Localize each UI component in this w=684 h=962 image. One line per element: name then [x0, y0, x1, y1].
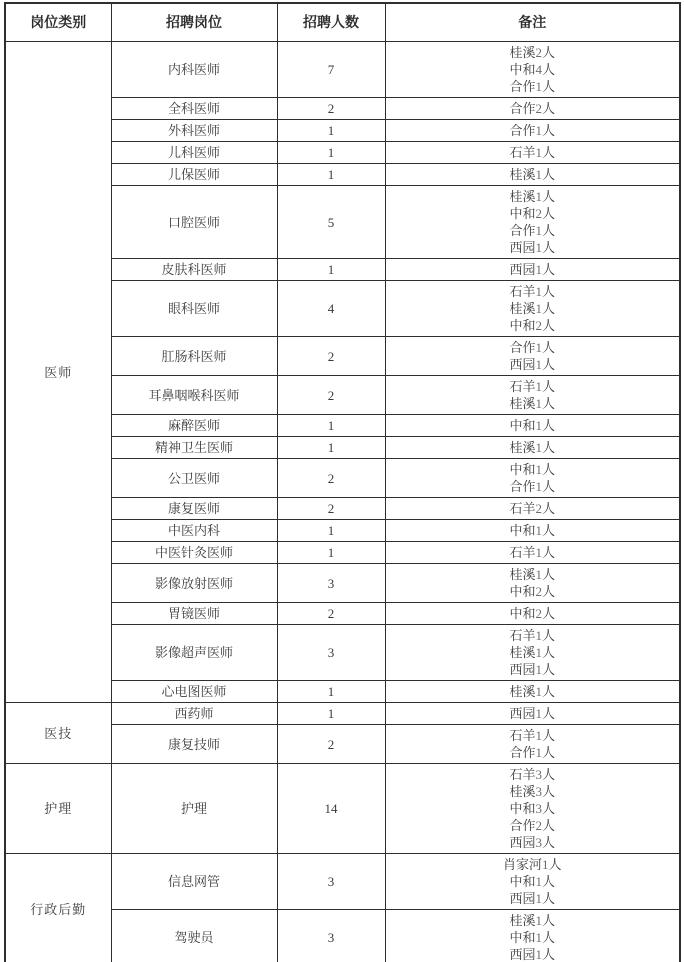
position-cell: 麻醉医师 [111, 415, 277, 437]
table-row [5, 42, 680, 98]
count-cell: 2 [277, 459, 385, 498]
position-cell: 口腔医师 [111, 186, 277, 259]
remark-line: 西园3人 [509, 835, 556, 850]
header-cell-category: 岗位类别 [5, 3, 111, 42]
remark-line: 合作2人 [509, 101, 556, 116]
header-cell-position: 招聘岗位 [111, 3, 277, 42]
remark-cell [385, 498, 680, 520]
remark-line: 合作1人 [509, 340, 556, 355]
remark-number: 1 [535, 628, 542, 643]
remark-number: 1 [535, 379, 542, 394]
position-cell: 中医针灸医师 [111, 542, 277, 564]
remark-line: 中和2人 [509, 606, 556, 621]
remark-line: 中和1人 [509, 523, 556, 538]
remark-cell [385, 120, 680, 142]
table-row [5, 703, 680, 725]
count-cell: 3 [277, 854, 385, 910]
position-cell: 影像放射医师 [111, 564, 277, 603]
remark-line: 石羊2人 [509, 501, 556, 516]
remark-line: 桂溪1人 [509, 567, 556, 582]
recruitment-table [4, 2, 681, 962]
position-cell: 公卫医师 [111, 459, 277, 498]
count-cell: 2 [277, 376, 385, 415]
remark-number: 1 [535, 930, 542, 945]
count-cell: 5 [277, 186, 385, 259]
remark-cell [385, 625, 680, 681]
remark-cell [385, 725, 680, 764]
position-cell: 全科医师 [111, 98, 277, 120]
remark-cell [385, 764, 680, 854]
remark-number: 4 [535, 62, 542, 77]
remark-line: 西园1人 [509, 947, 556, 962]
position-cell: 影像超声医师 [111, 625, 277, 681]
remark-line: 西园1人 [509, 662, 556, 677]
category-cell: 医师 [5, 42, 111, 703]
count-cell: 2 [277, 603, 385, 625]
header-cell-remark: 备注 [385, 3, 680, 42]
remark-line: 中和1人 [509, 874, 556, 889]
count-cell: 3 [277, 564, 385, 603]
position-cell: 儿科医师 [111, 142, 277, 164]
remark-cell [385, 437, 680, 459]
position-cell: 外科医师 [111, 120, 277, 142]
remark-number: 1 [535, 301, 542, 316]
remark-cell [385, 564, 680, 603]
remark-number: 1 [535, 662, 542, 677]
count-cell: 2 [277, 725, 385, 764]
remark-number: 1 [535, 567, 542, 582]
count-cell: 1 [277, 259, 385, 281]
position-cell: 肛肠科医师 [111, 337, 277, 376]
table-row [5, 764, 680, 854]
remark-cell [385, 459, 680, 498]
remark-number: 1 [535, 79, 542, 94]
remark-line: 合作1人 [509, 745, 556, 760]
remark-cell [385, 703, 680, 725]
remark-line: 西园1人 [509, 262, 556, 277]
remark-number: 2 [535, 818, 542, 833]
count-cell: 4 [277, 281, 385, 337]
position-cell: 康复医师 [111, 498, 277, 520]
remark-cell [385, 164, 680, 186]
count-cell: 1 [277, 681, 385, 703]
remark-number: 1 [535, 357, 542, 372]
remark-number: 1 [535, 684, 542, 699]
remark-number: 1 [535, 523, 542, 538]
count-cell: 14 [277, 764, 385, 854]
remark-cell [385, 376, 680, 415]
position-cell: 眼科医师 [111, 281, 277, 337]
remark-line: 西园1人 [509, 357, 556, 372]
remark-cell [385, 186, 680, 259]
remark-number: 1 [535, 891, 542, 906]
remark-line: 中和1人 [509, 418, 556, 433]
header-row [5, 3, 680, 42]
remark-number: 1 [535, 396, 542, 411]
remark-line: 合作1人 [509, 79, 556, 94]
remark-number: 1 [535, 913, 542, 928]
remark-line: 合作1人 [509, 123, 556, 138]
remark-number: 2 [535, 584, 542, 599]
remark-number: 2 [535, 101, 542, 116]
remark-number: 1 [535, 479, 542, 494]
count-cell: 1 [277, 142, 385, 164]
category-cell: 护理 [5, 764, 111, 854]
remark-line: 肖家河1人 [502, 857, 562, 872]
remark-cell [385, 42, 680, 98]
remark-cell [385, 520, 680, 542]
category-cell: 医技 [5, 703, 111, 764]
remark-cell [385, 603, 680, 625]
position-cell: 心电图医师 [111, 681, 277, 703]
remark-line: 石羊3人 [509, 767, 556, 782]
remark-line: 中和3人 [509, 801, 556, 816]
remark-line: 桂溪1人 [509, 301, 556, 316]
remark-line: 石羊1人 [509, 284, 556, 299]
count-cell: 3 [277, 910, 385, 962]
remark-line: 合作1人 [509, 479, 556, 494]
position-cell: 驾驶员 [111, 910, 277, 962]
remark-number: 1 [535, 545, 542, 560]
remark-line: 石羊1人 [509, 379, 556, 394]
remark-number: 2 [535, 45, 542, 60]
remark-line: 中和4人 [509, 62, 556, 77]
position-cell: 信息网管 [111, 854, 277, 910]
remark-number: 1 [535, 189, 542, 204]
remark-line: 合作2人 [509, 818, 556, 833]
position-cell: 皮肤科医师 [111, 259, 277, 281]
remark-line: 桂溪3人 [509, 784, 556, 799]
count-cell: 2 [277, 498, 385, 520]
remark-number: 1 [535, 440, 542, 455]
remark-line: 中和2人 [509, 584, 556, 599]
position-cell: 西药师 [111, 703, 277, 725]
remark-line: 桂溪1人 [509, 440, 556, 455]
remark-number: 1 [535, 262, 542, 277]
remark-line: 合作1人 [509, 223, 556, 238]
remark-line: 石羊1人 [509, 145, 556, 160]
remark-number: 3 [535, 767, 542, 782]
count-cell: 2 [277, 337, 385, 376]
table-body [5, 42, 680, 962]
count-cell: 2 [277, 98, 385, 120]
remark-number: 1 [535, 947, 542, 962]
remark-line: 中和2人 [509, 206, 556, 221]
remark-number: 2 [535, 606, 542, 621]
remark-cell [385, 281, 680, 337]
remark-number: 1 [535, 418, 542, 433]
remark-line: 桂溪1人 [509, 684, 556, 699]
remark-number: 1 [535, 145, 542, 160]
remark-number: 2 [535, 206, 542, 221]
count-cell: 1 [277, 415, 385, 437]
remark-number: 1 [535, 240, 542, 255]
remark-number: 1 [535, 645, 542, 660]
remark-line: 桂溪1人 [509, 396, 556, 411]
table-row [5, 854, 680, 910]
remark-line: 中和1人 [509, 930, 556, 945]
count-cell: 1 [277, 164, 385, 186]
remark-cell [385, 681, 680, 703]
remark-line: 桂溪1人 [509, 645, 556, 660]
position-cell: 护理 [111, 764, 277, 854]
remark-number: 1 [535, 728, 542, 743]
remark-line: 西园1人 [509, 706, 556, 721]
remark-number: 3 [535, 801, 542, 816]
position-cell: 耳鼻咽喉科医师 [111, 376, 277, 415]
remark-number: 1 [535, 706, 542, 721]
remark-line: 中和2人 [509, 318, 556, 333]
position-cell: 中医内科 [111, 520, 277, 542]
count-cell: 1 [277, 437, 385, 459]
position-cell: 内科医师 [111, 42, 277, 98]
remark-number: 1 [535, 745, 542, 760]
count-cell: 1 [277, 520, 385, 542]
remark-number: 1 [542, 857, 549, 872]
remark-number: 1 [535, 284, 542, 299]
position-cell: 康复技师 [111, 725, 277, 764]
remark-line: 中和1人 [509, 462, 556, 477]
remark-number: 2 [535, 501, 542, 516]
remark-line: 桂溪1人 [509, 167, 556, 182]
remark-cell [385, 98, 680, 120]
remark-number: 1 [535, 874, 542, 889]
remark-line: 西园1人 [509, 240, 556, 255]
remark-line: 桂溪1人 [509, 913, 556, 928]
count-cell: 1 [277, 542, 385, 564]
remark-number: 3 [535, 784, 542, 799]
position-cell: 儿保医师 [111, 164, 277, 186]
remark-number: 3 [535, 835, 542, 850]
remark-line: 桂溪1人 [509, 189, 556, 204]
header-cell-count: 招聘人数 [277, 3, 385, 42]
category-cell: 行政后勤 [5, 854, 111, 962]
remark-number: 1 [535, 123, 542, 138]
remark-number: 1 [535, 223, 542, 238]
remark-number: 1 [535, 340, 542, 355]
remark-line: 石羊1人 [509, 545, 556, 560]
remark-cell [385, 337, 680, 376]
remark-line: 西园1人 [509, 891, 556, 906]
remark-line: 石羊1人 [509, 628, 556, 643]
position-cell: 胃镜医师 [111, 603, 277, 625]
remark-cell [385, 259, 680, 281]
remark-number: 2 [535, 318, 542, 333]
remark-cell [385, 854, 680, 910]
count-cell: 3 [277, 625, 385, 681]
remark-cell [385, 542, 680, 564]
remark-cell [385, 142, 680, 164]
remark-cell [385, 415, 680, 437]
remark-number: 1 [535, 462, 542, 477]
remark-cell [385, 910, 680, 962]
count-cell: 1 [277, 120, 385, 142]
count-cell: 7 [277, 42, 385, 98]
count-cell: 1 [277, 703, 385, 725]
remark-number: 1 [535, 167, 542, 182]
remark-line: 桂溪2人 [509, 45, 556, 60]
remark-line: 石羊1人 [509, 728, 556, 743]
position-cell: 精神卫生医师 [111, 437, 277, 459]
